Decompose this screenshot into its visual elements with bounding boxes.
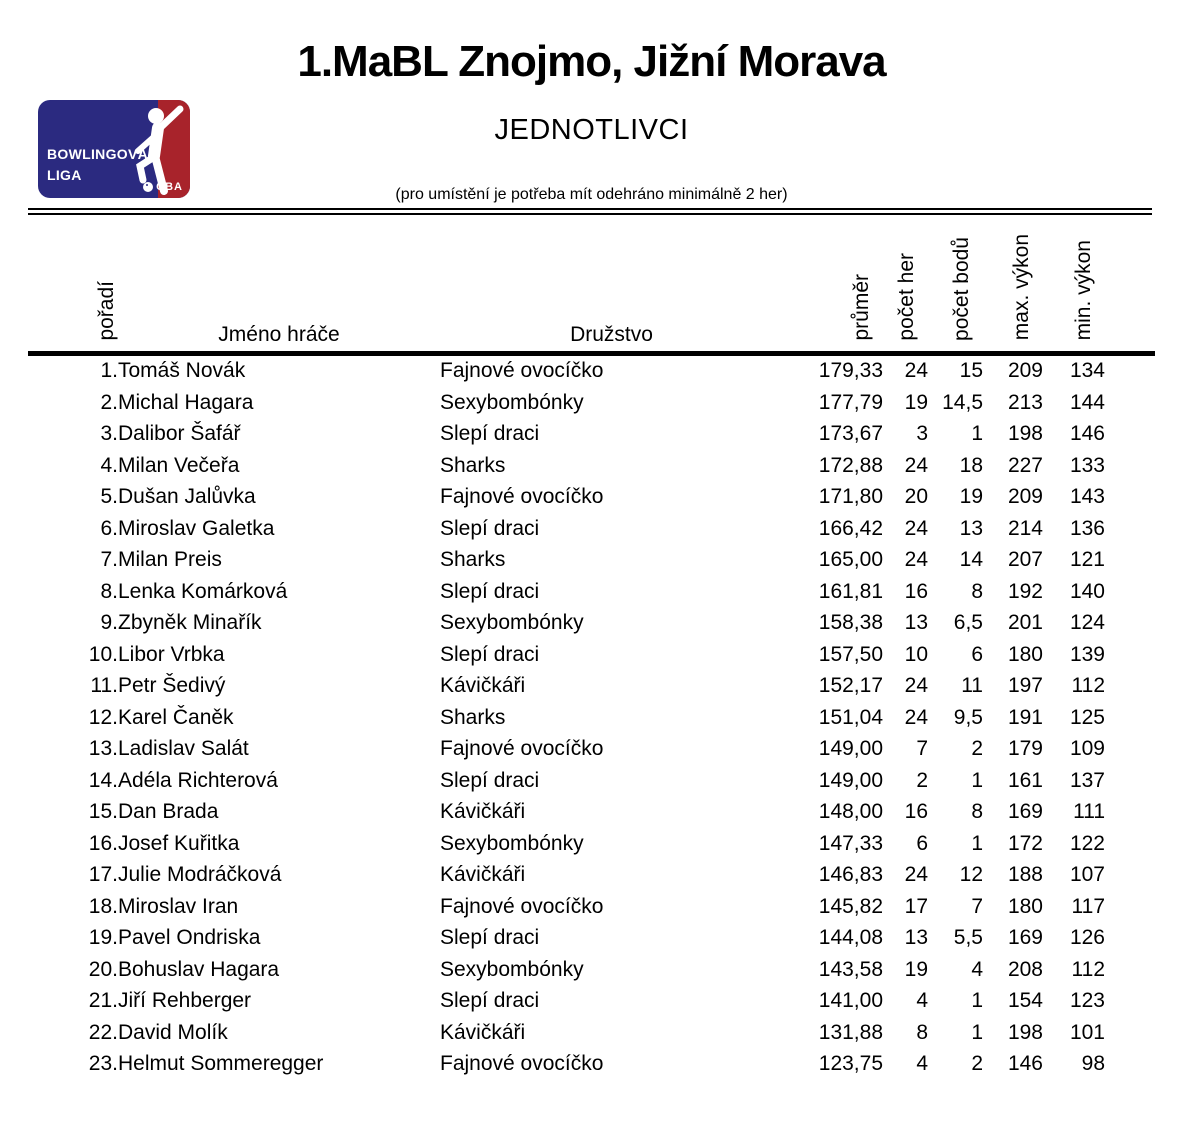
games-cell: 19 bbox=[904, 957, 928, 981]
player-name-cell: Michal Hagara bbox=[118, 390, 254, 414]
table-row bbox=[28, 545, 1155, 577]
games-cell: 10 bbox=[904, 642, 928, 666]
spacer-cell bbox=[1105, 986, 1155, 1018]
standings-table bbox=[28, 220, 1155, 1080]
spacer-cell bbox=[1105, 545, 1155, 577]
rank-cell: 22. bbox=[88, 1020, 118, 1044]
qualification-note: (pro umístění je potřeba mít odehráno minimálně 2 her) bbox=[395, 186, 788, 203]
games-cell: 24 bbox=[904, 674, 928, 698]
max-score-cell: 207 bbox=[1007, 548, 1043, 572]
games-cell: 2 bbox=[916, 768, 928, 792]
average-cell: 144,08 bbox=[818, 926, 883, 950]
min-score-cell: 121 bbox=[1069, 548, 1105, 572]
player-name-cell: Dušan Jalůvka bbox=[118, 485, 256, 509]
player-name-cell: Ladislav Salát bbox=[118, 737, 249, 761]
games-cell: 13 bbox=[904, 926, 928, 950]
rank-cell: 14. bbox=[88, 768, 118, 792]
min-score-cell: 139 bbox=[1069, 642, 1105, 666]
max-score-cell: 161 bbox=[1007, 768, 1043, 792]
average-cell: 146,83 bbox=[818, 863, 883, 887]
player-name-cell: Adéla Richterová bbox=[118, 768, 278, 792]
col-header-average: průměr bbox=[783, 220, 883, 353]
col-header-spacer bbox=[1105, 220, 1155, 353]
table-row bbox=[28, 923, 1155, 955]
games-cell: 4 bbox=[916, 1052, 928, 1076]
rank-cell: 11. bbox=[90, 674, 118, 698]
games-cell: 24 bbox=[904, 548, 928, 572]
average-cell: 143,58 bbox=[818, 957, 883, 981]
games-cell: 17 bbox=[904, 894, 928, 918]
team-cell: Slepí draci bbox=[440, 516, 540, 540]
max-score-cell: 180 bbox=[1007, 642, 1043, 666]
points-cell: 2 bbox=[971, 737, 983, 761]
spacer-cell bbox=[1105, 954, 1155, 986]
table-row bbox=[28, 1049, 1155, 1081]
team-cell: Slepí draci bbox=[440, 768, 540, 792]
average-cell: 177,79 bbox=[818, 390, 883, 414]
spacer-cell bbox=[1105, 828, 1155, 860]
double-rule bbox=[28, 208, 1152, 215]
rank-cell: 18. bbox=[88, 894, 118, 918]
games-cell: 8 bbox=[916, 1020, 928, 1044]
col-header-max: max. výkon bbox=[983, 220, 1043, 353]
min-score-cell: 101 bbox=[1069, 1020, 1105, 1044]
average-cell: 158,38 bbox=[818, 611, 883, 635]
points-cell: 11 bbox=[961, 674, 983, 698]
logo-line1: BOWLINGOVÁ bbox=[47, 146, 148, 162]
max-score-cell: 192 bbox=[1007, 579, 1043, 603]
max-score-cell: 169 bbox=[1007, 926, 1043, 950]
spacer-cell bbox=[1105, 387, 1155, 419]
player-name-cell: Dan Brada bbox=[118, 800, 219, 824]
team-cell: Fajnové ovocíčko bbox=[440, 485, 604, 509]
spacer-cell bbox=[1105, 482, 1155, 514]
max-score-cell: 146 bbox=[1007, 1052, 1043, 1076]
max-score-cell: 154 bbox=[1007, 989, 1043, 1013]
team-cell: Sharks bbox=[440, 453, 506, 477]
col-header-player: Jméno hráče bbox=[118, 220, 440, 353]
points-cell: 6,5 bbox=[953, 611, 983, 635]
logo-wordmark bbox=[47, 144, 148, 186]
points-cell: 12 bbox=[959, 863, 983, 887]
average-cell: 152,17 bbox=[818, 674, 883, 698]
player-name-cell: Miroslav Galetka bbox=[118, 516, 275, 540]
player-name-cell: Helmut Sommeregger bbox=[118, 1052, 324, 1076]
player-name-cell: David Molík bbox=[118, 1020, 228, 1044]
average-cell: 149,00 bbox=[818, 768, 883, 792]
min-score-cell: 144 bbox=[1069, 390, 1105, 414]
points-cell: 13 bbox=[959, 516, 983, 540]
spacer-cell bbox=[1105, 891, 1155, 923]
min-score-cell: 125 bbox=[1069, 705, 1105, 729]
spacer-cell bbox=[1105, 1049, 1155, 1081]
table-row bbox=[28, 353, 1155, 387]
spacer-cell bbox=[1105, 797, 1155, 829]
rank-cell: 19. bbox=[88, 926, 118, 950]
average-cell: 171,80 bbox=[818, 485, 883, 509]
max-score-cell: 198 bbox=[1007, 422, 1043, 446]
average-cell: 165,00 bbox=[818, 548, 883, 572]
max-score-cell: 208 bbox=[1007, 957, 1043, 981]
max-score-cell: 214 bbox=[1007, 516, 1043, 540]
average-cell: 179,33 bbox=[818, 359, 883, 383]
rank-cell: 9. bbox=[100, 611, 118, 635]
min-score-cell: 122 bbox=[1069, 831, 1105, 855]
team-cell: Sexybombónky bbox=[440, 957, 584, 981]
table-row bbox=[28, 387, 1155, 419]
player-name-cell: Miroslav Iran bbox=[118, 894, 239, 918]
points-cell: 8 bbox=[971, 800, 983, 824]
average-cell: 145,82 bbox=[818, 894, 883, 918]
table-row bbox=[28, 1017, 1155, 1049]
rank-cell: 6. bbox=[100, 516, 118, 540]
player-name-cell: Zbyněk Minařík bbox=[118, 611, 262, 635]
col-header-points: počet bodů bbox=[928, 220, 983, 353]
max-score-cell: 209 bbox=[1007, 485, 1043, 509]
team-cell: Sexybombónky bbox=[440, 390, 584, 414]
games-cell: 4 bbox=[916, 989, 928, 1013]
rank-cell: 12. bbox=[88, 705, 118, 729]
spacer-cell bbox=[1105, 513, 1155, 545]
average-cell: 141,00 bbox=[818, 989, 883, 1013]
team-cell: Kávičkáři bbox=[440, 674, 526, 698]
rank-cell: 13. bbox=[88, 737, 118, 761]
table-row bbox=[28, 608, 1155, 640]
col-header-min: min. výkon bbox=[1043, 220, 1105, 353]
player-name-cell: Josef Kuřitka bbox=[118, 831, 240, 855]
col-header-team: Družstvo bbox=[440, 220, 783, 353]
points-cell: 1 bbox=[971, 989, 983, 1013]
team-cell: Kávičkáři bbox=[440, 1020, 526, 1044]
points-cell: 19 bbox=[959, 485, 983, 509]
min-score-cell: 126 bbox=[1069, 926, 1105, 950]
player-name-cell: Pavel Ondriska bbox=[118, 926, 261, 950]
average-cell: 161,81 bbox=[818, 579, 883, 603]
games-cell: 24 bbox=[904, 453, 928, 477]
points-cell: 1 bbox=[971, 1020, 983, 1044]
player-name-cell: Tomáš Novák bbox=[118, 359, 246, 383]
section-subtitle: JEDNOTLIVCI bbox=[494, 114, 689, 146]
points-cell: 7 bbox=[971, 894, 983, 918]
max-score-cell: 227 bbox=[1007, 453, 1043, 477]
games-cell: 3 bbox=[916, 422, 928, 446]
games-cell: 20 bbox=[904, 485, 928, 509]
table-row bbox=[28, 765, 1155, 797]
player-name-cell: Julie Modráčková bbox=[118, 863, 282, 887]
points-cell: 14 bbox=[959, 548, 983, 572]
points-cell: 5,5 bbox=[953, 926, 983, 950]
games-cell: 7 bbox=[916, 737, 928, 761]
games-cell: 24 bbox=[904, 516, 928, 540]
min-score-cell: 112 bbox=[1071, 674, 1105, 698]
rank-cell: 23. bbox=[88, 1052, 118, 1076]
team-cell: Slepí draci bbox=[440, 989, 540, 1013]
player-name-cell: Bohuslav Hagara bbox=[118, 957, 280, 981]
min-score-cell: 134 bbox=[1069, 359, 1105, 383]
games-cell: 24 bbox=[904, 359, 928, 383]
min-score-cell: 143 bbox=[1069, 485, 1105, 509]
table-header bbox=[28, 220, 1155, 353]
points-cell: 1 bbox=[971, 831, 983, 855]
rank-cell: 10. bbox=[88, 642, 118, 666]
points-cell: 8 bbox=[971, 579, 983, 603]
spacer-cell bbox=[1105, 923, 1155, 955]
rank-cell: 8. bbox=[100, 579, 118, 603]
player-name-cell: Dalibor Šafář bbox=[118, 422, 241, 446]
rank-cell: 15. bbox=[88, 800, 118, 824]
average-cell: 151,04 bbox=[818, 705, 883, 729]
points-cell: 15 bbox=[959, 359, 983, 383]
spacer-cell bbox=[1105, 419, 1155, 451]
min-score-cell: 98 bbox=[1081, 1052, 1105, 1076]
table-row bbox=[28, 482, 1155, 514]
max-score-cell: 172 bbox=[1007, 831, 1043, 855]
points-cell: 18 bbox=[959, 453, 983, 477]
max-score-cell: 201 bbox=[1007, 611, 1043, 635]
average-cell: 148,00 bbox=[818, 800, 883, 824]
rank-cell: 5. bbox=[100, 485, 118, 509]
average-cell: 149,00 bbox=[818, 737, 883, 761]
spacer-cell bbox=[1105, 702, 1155, 734]
points-cell: 1 bbox=[971, 422, 983, 446]
table-row bbox=[28, 671, 1155, 703]
points-cell: 2 bbox=[971, 1052, 983, 1076]
min-score-cell: 107 bbox=[1069, 863, 1105, 887]
min-score-cell: 140 bbox=[1069, 579, 1105, 603]
max-score-cell: 198 bbox=[1007, 1020, 1043, 1044]
games-cell: 19 bbox=[904, 390, 928, 414]
average-cell: 123,75 bbox=[818, 1052, 883, 1076]
results-body bbox=[28, 353, 1155, 1080]
min-score-cell: 112 bbox=[1071, 957, 1105, 981]
team-cell: Slepí draci bbox=[440, 642, 540, 666]
player-name-cell: Petr Šedivý bbox=[118, 674, 226, 698]
team-cell: Sharks bbox=[440, 705, 506, 729]
average-cell: 173,67 bbox=[818, 422, 883, 446]
rank-cell: 4. bbox=[100, 453, 118, 477]
rank-cell: 21. bbox=[88, 989, 118, 1013]
max-score-cell: 179 bbox=[1007, 737, 1043, 761]
spacer-cell bbox=[1105, 860, 1155, 892]
games-cell: 24 bbox=[904, 705, 928, 729]
rank-cell: 16. bbox=[88, 831, 118, 855]
team-cell: Slepí draci bbox=[440, 579, 540, 603]
team-cell: Fajnové ovocíčko bbox=[440, 894, 604, 918]
team-cell: Kávičkáři bbox=[440, 863, 526, 887]
logo-line2: LIGA bbox=[47, 167, 82, 183]
points-cell: 4 bbox=[971, 957, 983, 981]
table-row bbox=[28, 734, 1155, 766]
rank-cell: 7. bbox=[100, 548, 118, 572]
spacer-cell bbox=[1105, 639, 1155, 671]
table-row bbox=[28, 986, 1155, 1018]
spacer-cell bbox=[1105, 765, 1155, 797]
max-score-cell: 197 bbox=[1007, 674, 1043, 698]
table-row bbox=[28, 639, 1155, 671]
min-score-cell: 137 bbox=[1069, 768, 1105, 792]
games-cell: 16 bbox=[904, 800, 928, 824]
games-cell: 16 bbox=[904, 579, 928, 603]
max-score-cell: 188 bbox=[1007, 863, 1043, 887]
team-cell: Fajnové ovocíčko bbox=[440, 737, 604, 761]
player-name-cell: Libor Vrbka bbox=[118, 642, 225, 666]
max-score-cell: 169 bbox=[1007, 800, 1043, 824]
spacer-cell bbox=[1105, 1017, 1155, 1049]
min-score-cell: 124 bbox=[1069, 611, 1105, 635]
points-cell: 1 bbox=[971, 768, 983, 792]
table-row bbox=[28, 860, 1155, 892]
team-cell: Sexybombónky bbox=[440, 611, 584, 635]
team-cell: Fajnové ovocíčko bbox=[440, 1052, 604, 1076]
player-name-cell: Karel Čaněk bbox=[118, 705, 234, 729]
table-row bbox=[28, 828, 1155, 860]
table-row bbox=[28, 419, 1155, 451]
table-row bbox=[28, 702, 1155, 734]
table-row bbox=[28, 576, 1155, 608]
points-cell: 6 bbox=[971, 642, 983, 666]
page-title: 1.MaBL Znojmo, Jižní Morava bbox=[297, 37, 886, 86]
table-row bbox=[28, 797, 1155, 829]
table-row bbox=[28, 954, 1155, 986]
average-cell: 157,50 bbox=[818, 642, 883, 666]
min-score-cell: 123 bbox=[1069, 989, 1105, 1013]
cba-label: ČBA bbox=[156, 181, 183, 193]
player-name-cell: Milan Preis bbox=[118, 548, 222, 572]
min-score-cell: 136 bbox=[1069, 516, 1105, 540]
team-cell: Slepí draci bbox=[440, 926, 540, 950]
min-score-cell: 117 bbox=[1071, 894, 1105, 918]
rank-cell: 3. bbox=[100, 422, 118, 446]
average-cell: 172,88 bbox=[818, 453, 883, 477]
spacer-cell bbox=[1105, 608, 1155, 640]
table-row bbox=[28, 513, 1155, 545]
games-cell: 24 bbox=[904, 863, 928, 887]
min-score-cell: 109 bbox=[1069, 737, 1105, 761]
points-cell: 9,5 bbox=[953, 705, 983, 729]
spacer-cell bbox=[1105, 576, 1155, 608]
max-score-cell: 191 bbox=[1007, 705, 1043, 729]
team-cell: Sharks bbox=[440, 548, 506, 572]
max-score-cell: 180 bbox=[1007, 894, 1043, 918]
points-cell: 14,5 bbox=[942, 390, 983, 414]
rank-cell: 17. bbox=[88, 863, 118, 887]
player-name-cell: Jiří Rehberger bbox=[118, 989, 252, 1013]
average-cell: 131,88 bbox=[818, 1020, 883, 1044]
min-score-cell: 111 bbox=[1073, 800, 1105, 824]
table-row bbox=[28, 891, 1155, 923]
games-cell: 13 bbox=[904, 611, 928, 635]
average-cell: 147,33 bbox=[818, 831, 883, 855]
rank-cell: 2. bbox=[100, 390, 118, 414]
team-cell: Fajnové ovocíčko bbox=[440, 359, 604, 383]
team-cell: Kávičkáři bbox=[440, 800, 526, 824]
col-header-games: počet her bbox=[883, 220, 928, 353]
col-header-rank: pořadí bbox=[28, 220, 118, 353]
min-score-cell: 133 bbox=[1069, 453, 1105, 477]
min-score-cell: 146 bbox=[1069, 422, 1105, 446]
games-cell: 6 bbox=[916, 831, 928, 855]
table-row bbox=[28, 450, 1155, 482]
player-name-cell: Milan Večeřa bbox=[118, 453, 240, 477]
max-score-cell: 213 bbox=[1007, 390, 1043, 414]
rank-cell: 20. bbox=[88, 957, 118, 981]
spacer-cell bbox=[1105, 353, 1155, 387]
max-score-cell: 209 bbox=[1007, 359, 1043, 383]
spacer-cell bbox=[1105, 450, 1155, 482]
team-cell: Slepí draci bbox=[440, 422, 540, 446]
spacer-cell bbox=[1105, 734, 1155, 766]
spacer-cell bbox=[1105, 671, 1155, 703]
rank-cell: 1. bbox=[100, 359, 118, 383]
average-cell: 166,42 bbox=[818, 516, 883, 540]
team-cell: Sexybombónky bbox=[440, 831, 584, 855]
player-name-cell: Lenka Komárková bbox=[118, 579, 288, 603]
